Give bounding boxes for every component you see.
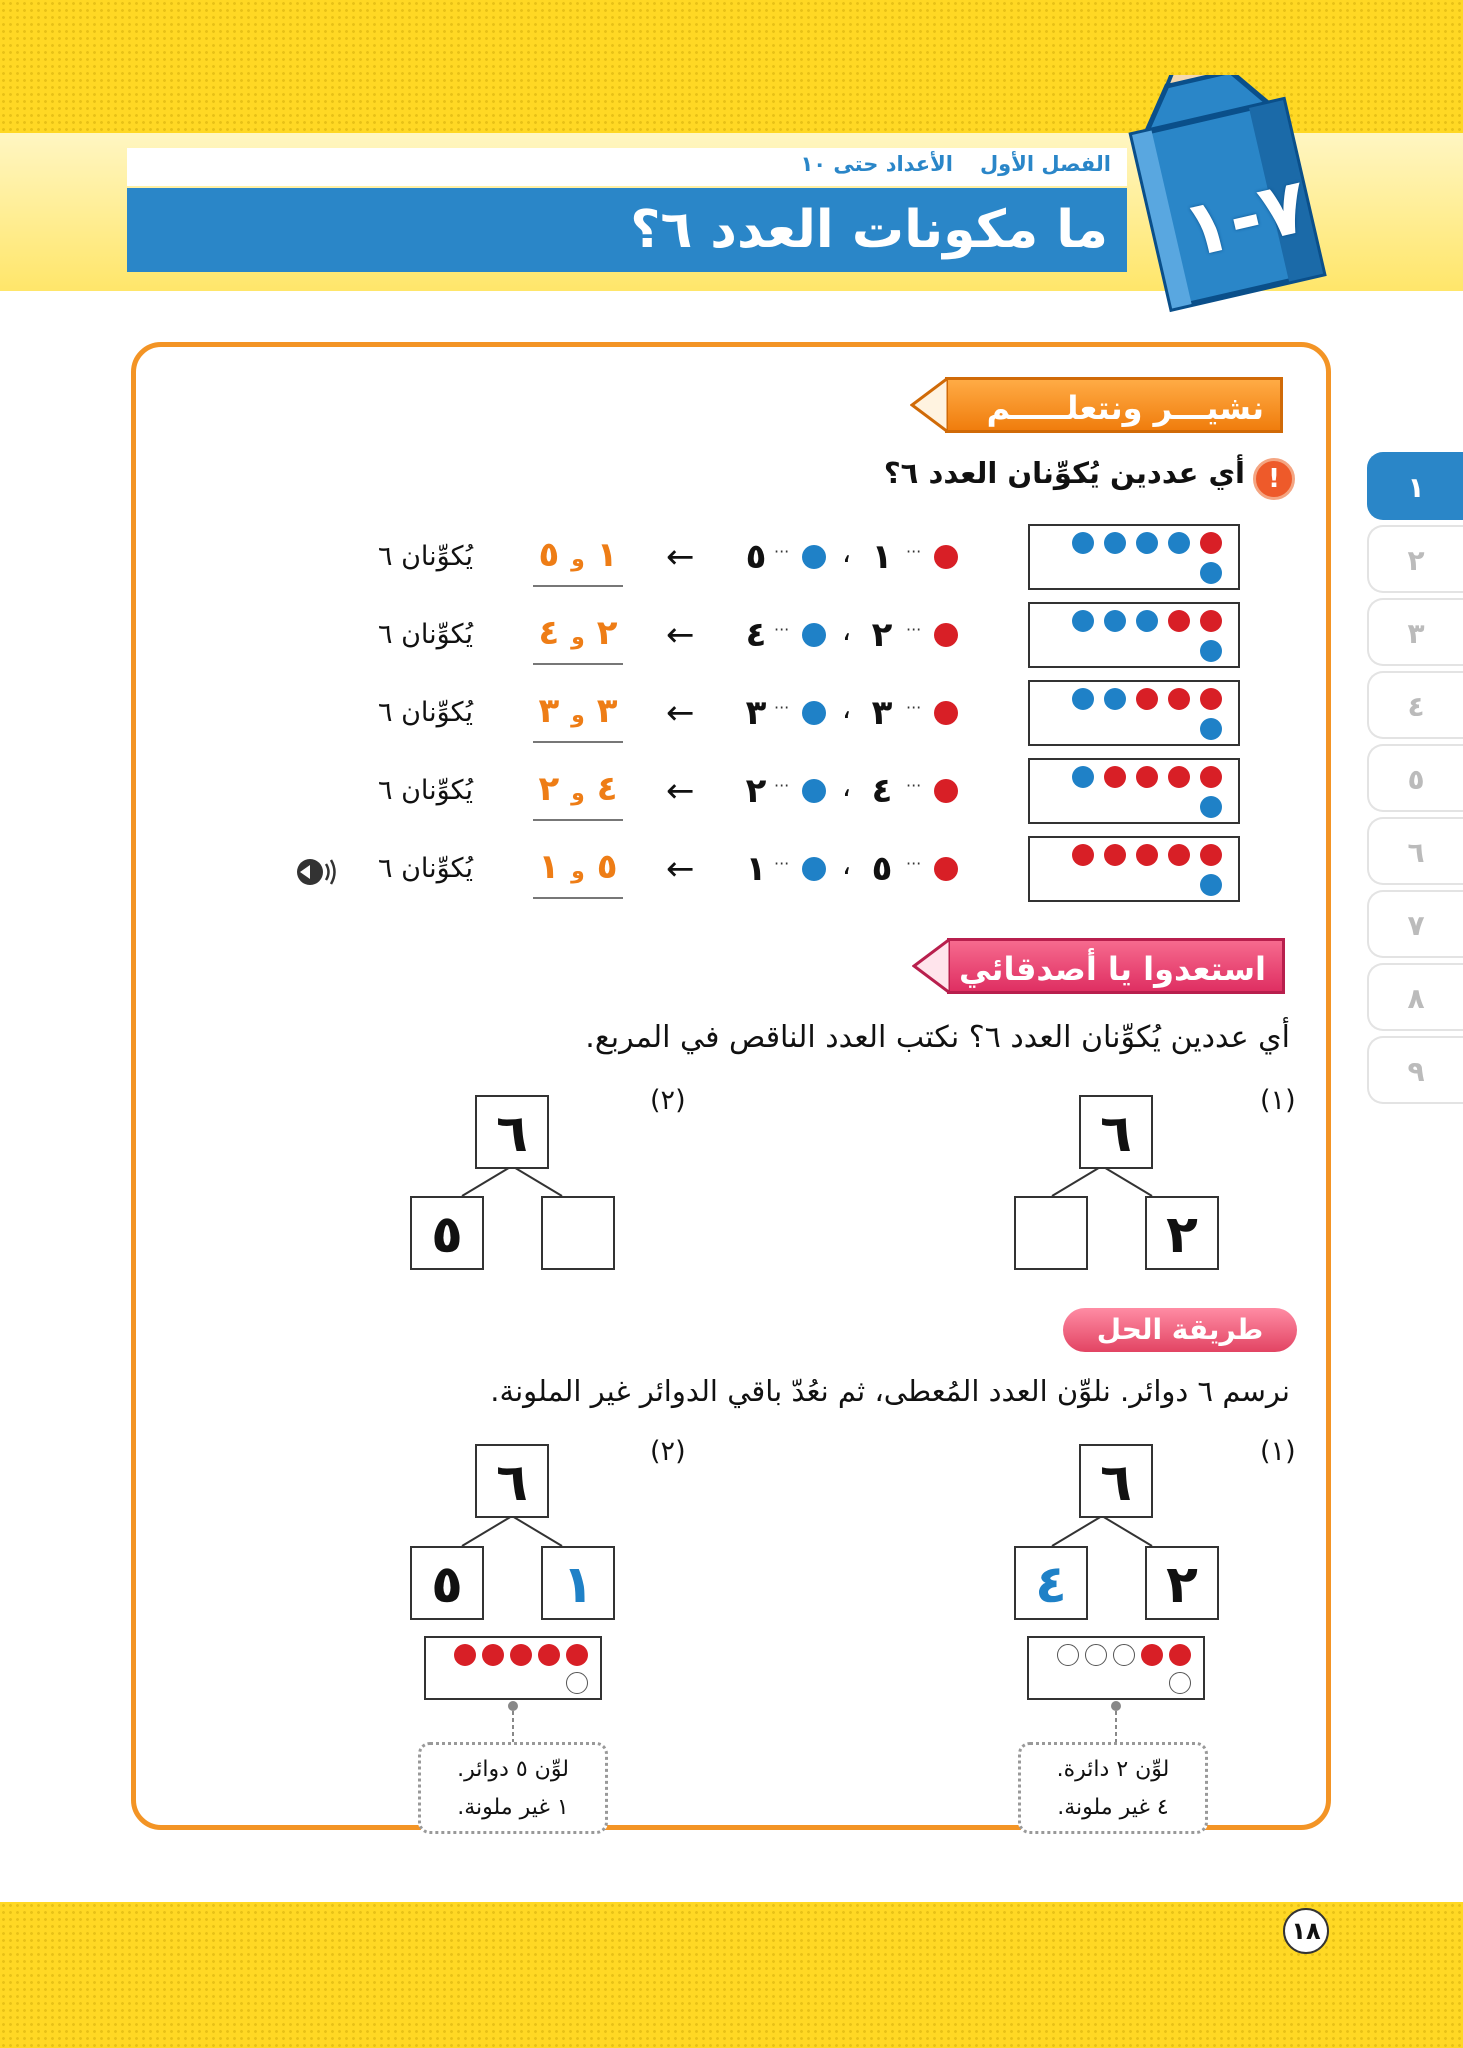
blue-count: ٢ [745,771,767,811]
red-counter [1200,844,1222,866]
answer-pair [533,530,623,587]
and-word: و [571,547,585,572]
part-box-left-answer[interactable] [1014,1196,1088,1270]
answer-pair [533,686,623,743]
empty-circle [1085,1644,1107,1666]
dots-separator: ··· [906,542,922,561]
hint-line-1: لوِّن ٥ دوائر. [457,1757,569,1782]
connector [1106,1700,1126,1744]
colored-circle [1169,1644,1191,1666]
blue-count: ٥ [745,537,767,577]
answer-a: ٢ [596,613,618,653]
chapter-tab-5[interactable]: ٥ [1367,744,1463,812]
red-counter [1168,688,1190,710]
chapter-tab-1[interactable]: ١ [1367,452,1463,520]
comma: ، [842,848,852,881]
makes-six-text: يُكوِّنان ٦ [378,853,474,884]
part-box-left: ٥ [410,1196,484,1270]
blue-counter [1200,796,1222,818]
six-frame [1028,602,1240,668]
comma: ، [842,614,852,647]
red-dot-icon [934,857,958,881]
answer-b: ٢ [538,769,560,809]
blue-counter [1104,688,1126,710]
red-dot-icon [934,623,958,647]
section-banner-learn: نشيـــر ونتعلـــــم [945,377,1283,433]
ready-instruction: أي عددين يُكوِّنان العدد ٦؟ نكتب العدد الناقص في المربع. [585,1020,1290,1055]
blue-counter [1072,610,1094,632]
decomposition-row [0,532,1000,582]
solution-2-label: (٢) [650,1436,686,1467]
red-dot-icon [934,545,958,569]
chapter-tab-7[interactable]: ٧ [1367,890,1463,958]
makes-six-text: يُكوِّنان ٦ [378,697,474,728]
answer-b: ١ [538,847,560,887]
chapter-tab-8[interactable]: ٨ [1367,963,1463,1031]
part-box-right-answer: ١ [541,1546,615,1620]
makes-six-text: يُكوِّنان ٦ [378,775,474,806]
red-counter [1168,766,1190,788]
red-counter [1136,766,1158,788]
colored-circle [1141,1644,1163,1666]
whole-box: ٦ [1079,1095,1153,1169]
blue-counter [1168,532,1190,554]
hint-callout [1018,1742,1208,1834]
decomposition-row [0,766,1000,816]
answer-pair [533,842,623,899]
problem-1-label: (١) [1260,1085,1296,1116]
dots-separator: ··· [906,698,922,717]
makes-six-text: يُكوِّنان ٦ [378,541,474,572]
colored-circle [538,1644,560,1666]
red-counter [1072,844,1094,866]
arrow-left-icon: ← [666,693,695,733]
six-frame [424,1636,602,1700]
blue-counter [1200,874,1222,896]
chapter-tab-2[interactable]: ٢ [1367,525,1463,593]
blue-count: ١ [745,849,767,889]
pencil-tip-icon [912,938,950,994]
connector [503,1700,523,1744]
six-frame [1028,758,1240,824]
part-box-left: ٥ [410,1546,484,1620]
chapter-tab-4[interactable]: ٤ [1367,671,1463,739]
answer-b: ٤ [538,613,560,653]
empty-circle [1169,1672,1191,1694]
makes-six-text: يُكوِّنان ٦ [378,619,474,650]
blue-dot-icon [802,545,826,569]
dots-separator: ··· [774,542,790,561]
part-box-right: ٢ [1145,1196,1219,1270]
problem-2-label: (٢) [650,1085,686,1116]
red-dot-icon [934,701,958,725]
arrow-left-icon: ← [666,849,695,889]
chapter-label: الفصل الأول [979,152,1111,176]
dots-separator: ··· [906,776,922,795]
solution-1-label: (١) [1260,1436,1296,1467]
arrow-left-icon: ← [666,771,695,811]
comma: ، [842,770,852,803]
red-count: ٣ [871,693,893,733]
six-frame [1028,524,1240,590]
part-box-right: ٢ [1145,1546,1219,1620]
alert-icon: ! [1253,458,1295,500]
and-word: و [571,859,585,884]
blue-count: ٣ [745,693,767,733]
blue-counter [1072,532,1094,554]
blue-counter [1200,640,1222,662]
red-counter [1136,844,1158,866]
page-number: ١٨ [1283,1908,1329,1954]
hint-line-2: ٤ غير ملونة. [1057,1795,1169,1820]
colored-circle [482,1644,504,1666]
whole-box: ٦ [1079,1444,1153,1518]
dots-separator: ··· [906,854,922,873]
red-counter [1200,532,1222,554]
blue-dot-icon [802,857,826,881]
and-word: و [571,781,585,806]
blue-counter [1136,610,1158,632]
blue-counter [1200,562,1222,584]
part-box-right-answer[interactable] [541,1196,615,1270]
red-counter [1104,844,1126,866]
six-frame [1028,680,1240,746]
answer-pair [533,608,623,665]
empty-circle [1057,1644,1079,1666]
hint-callout [418,1742,608,1834]
whole-box: ٦ [475,1444,549,1518]
empty-circle [566,1672,588,1694]
hint-line-2: ١ غير ملونة. [457,1795,569,1820]
section-banner-ready: استعدوا يا أصدقائي [947,938,1285,994]
empty-circle [1113,1644,1135,1666]
learn-question: أي عددين يُكوِّنان العدد ٦؟ [883,456,1245,490]
red-count: ٢ [871,615,893,655]
and-word: و [571,703,585,728]
blue-counter [1104,610,1126,632]
red-dot-icon [934,779,958,803]
pencil-tip-icon [910,377,948,433]
red-counter [1168,844,1190,866]
section-banner-method: طريقة الحل [1063,1308,1297,1352]
six-frame [1027,1636,1205,1700]
arrow-left-icon: ← [666,537,695,577]
answer-b: ٥ [538,535,560,575]
answer-a: ٤ [596,769,618,809]
blue-counter [1104,532,1126,554]
bond-lines [1012,1516,1192,1548]
dots-separator: ··· [774,854,790,873]
red-counter [1168,610,1190,632]
red-counter [1104,766,1126,788]
answer-pair [533,764,623,821]
bond-lines [422,1516,602,1548]
bottom-decor-band [0,1902,1463,2048]
blue-counter [1072,766,1094,788]
answer-a: ٣ [596,691,618,731]
blue-counter [1200,718,1222,740]
red-counter [1200,610,1222,632]
colored-circle [510,1644,532,1666]
answer-b: ٣ [538,691,560,731]
red-counter [1136,688,1158,710]
comma: ، [842,536,852,569]
arrow-left-icon: ← [666,615,695,655]
dots-separator: ··· [774,698,790,717]
dots-separator: ··· [774,620,790,639]
six-frame [1028,836,1240,902]
blue-dot-icon [802,779,826,803]
blue-count: ٤ [745,615,767,655]
colored-circle [566,1644,588,1666]
lesson-number: ٧-١ [1174,160,1316,275]
blue-dot-icon [802,701,826,725]
red-count: ٥ [871,849,893,889]
chapter-topic: الأعداد حتى ١٠ [800,152,953,176]
hint-line-1: لوِّن ٢ دائرة. [1056,1757,1170,1782]
answer-a: ١ [596,535,618,575]
page-title: ما مكونات العدد ٦؟ [630,200,1108,260]
blue-counter [1136,532,1158,554]
dots-separator: ··· [774,776,790,795]
decomposition-row [0,688,1000,738]
dots-separator: ··· [906,620,922,639]
comma: ، [842,692,852,725]
decomposition-row [0,844,1000,894]
red-counter [1200,688,1222,710]
and-word: و [571,625,585,650]
chapter-tab-6[interactable]: ٦ [1367,817,1463,885]
red-count: ١ [871,537,893,577]
chapter-tab-9[interactable]: ٩ [1367,1036,1463,1104]
decomposition-row [0,610,1000,660]
colored-circle [454,1644,476,1666]
answer-a: ٥ [596,847,618,887]
part-box-left-answer: ٤ [1014,1546,1088,1620]
chapter-tab-3[interactable]: ٣ [1367,598,1463,666]
whole-box: ٦ [475,1095,549,1169]
blue-counter [1072,688,1094,710]
blue-dot-icon [802,623,826,647]
red-count: ٤ [871,771,893,811]
speaker-icon[interactable] [296,855,338,889]
red-counter [1200,766,1222,788]
method-instruction: نرسم ٦ دوائر. نلوِّن العدد المُعطى، ثم نعُدّ باقي الدوائر غير الملونة. [490,1374,1290,1408]
chapter-bar [127,148,1127,186]
